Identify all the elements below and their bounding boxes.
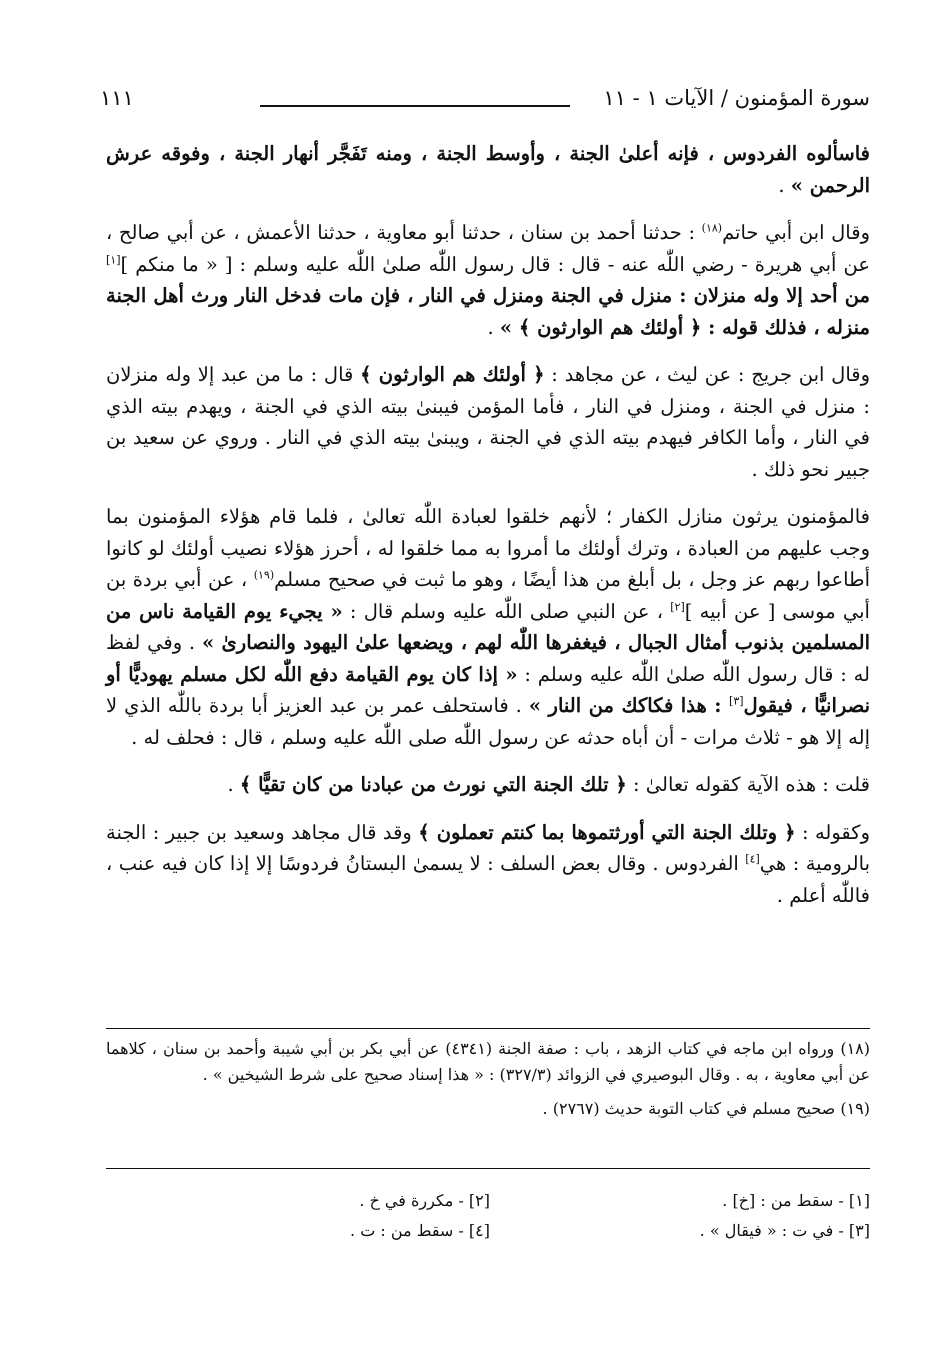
variants-divider — [106, 1168, 870, 1169]
page-number: ١١١ — [100, 86, 134, 110]
text-run: قلت : هذه الآية كقوله تعالىٰ : — [626, 773, 870, 796]
variant-note: [٢] - مكررة في خ . — [359, 1191, 490, 1210]
paragraph-5 — [106, 769, 870, 801]
variant-ref[interactable]: [١] — [106, 253, 121, 266]
text-run: وكقوله : — [795, 820, 870, 844]
text-run: فالمؤمنون يرثون منازل الكفار ؛ لأنهم خلقوا لعبادة اللّٰه تعالىٰ ، فلما قام هؤلاء المؤمنون بما وجب عليهم من العبادة ، وترك أولئك ما أمروا به مما خلقوا له ، أحرز هؤلاء نصيب أولئك لو كانوا أطاعوا ربهم عز وجل ، بل أبلغ من هذا أيضًا ، وهو ما ثبت في صحيح مسلم — [106, 505, 870, 591]
variant-ref[interactable]: [٣] — [729, 694, 744, 708]
footnote-ref[interactable]: (١٨) — [701, 221, 723, 235]
hadith-text: « إذا كان يوم القيامة دفع اللّٰه لكل مسلم يهوديًّا أو نصرانيًّا ، فيقول — [106, 662, 870, 717]
footnote-18: (١٨) ورواه ابن ماجه في كتاب الزهد ، باب : صفة الجنة (٤٣٤١) عن أبي بكر بن أبي شيبة وأحمد بن سنان ، كلاهما عن أبي معاوية ، به . وقال البوصيري في الزوائد (٣٢٧/٣) : « هذا إسناد صحيح على شرط الشيخين » . — [106, 1039, 870, 1084]
hadith-text: فاسألوه الفردوس ، فإنه أعلىٰ الجنة ، وأوسط الجنة ، ومنه تَفَجَّر أنهار الجنة ، وفوقه عرش الرحمن » — [106, 142, 870, 197]
text-run: . فاستحلف عمر بن عبد العزيز أبا بردة باللّٰه الذي لا إله إلا هو - ثلاث مرات - أن أباه حدثه عن رسول اللّٰه صلى اللّٰه عليه وسلم ، قال : فحلف له . — [106, 694, 870, 749]
text-run: الفردوس . وقال بعض السلف : لا يسمىٰ البستانُ فردوسًا إلا إذا كان فيه عنب ، فاللّٰه أعلم . — [106, 852, 870, 907]
footnote-19: (١٩) صحيح مسلم في كتاب التوبة حديث (٢٧٦٧) . — [542, 1099, 870, 1118]
hadith-text: من أحد إلا وله منزلان : منزل في الجنة ومنزل في النار ، فإن مات فدخل النار ورث أهل الجنة منزله ، فذلك قوله : ﴿ أولئك هم الوارثون ﴾ » — [106, 284, 870, 339]
variant-ref[interactable]: [٤] — [745, 852, 760, 866]
text-run: وقال ابن جريج : عن ليث ، عن مجاهد : — [544, 363, 870, 386]
footnote-divider — [106, 1028, 870, 1029]
paragraph-1 — [106, 138, 870, 201]
paragraph-4 — [106, 501, 870, 753]
text-run: وقال ابن أبي حاتم — [722, 221, 870, 244]
text-run: ، عن النبي صلى اللّٰه عليه وسلم قال : — [342, 599, 671, 623]
header-rule — [260, 105, 570, 107]
manuscript-variants — [106, 1186, 870, 1246]
paragraph-2 — [106, 217, 870, 343]
running-title: سورة المؤمنون / الآيات ١ - ١١ — [603, 86, 870, 110]
text-run: . — [227, 773, 240, 796]
text-run: : حدثنا أحمد بن سنان ، حدثنا أبو معاوية ، حدثنا الأعمش ، عن أبي صالح ، عن أبي هريرة - رضي اللّٰه عنه - قال : قال رسول اللّٰه صلىٰ اللّٰه عليه وسلم : [ « ما منكم ] — [106, 221, 870, 276]
variant-ref[interactable]: [٢] — [670, 600, 685, 613]
variant-note: [١] - سقط من : [خ] . — [722, 1191, 870, 1210]
hadith-text: : هذا فكاكك من النار » — [528, 694, 730, 717]
text-run: . — [778, 173, 791, 197]
text-run: . وفي لفظ له : قال رسول اللّٰه صلىٰ اللّٰه عليه وسلم : — [106, 631, 870, 686]
main-text — [106, 138, 870, 927]
page-header — [100, 86, 870, 120]
footnotes — [106, 1036, 870, 1130]
variant-note: [٤] - سقط من : ت . — [350, 1221, 490, 1240]
hadith-text: « يجيء يوم القيامة ناس من المسلمين بذنوب أمثال الجبال ، فيغفرها اللّٰه لهم ، ويضعها علىٰ اليهود والنصارىٰ » — [106, 599, 870, 654]
footnote-ref[interactable]: (١٩) — [253, 568, 275, 582]
paragraph-3 — [106, 359, 870, 485]
quran-quote: ﴿ أولئك هم الوارثون ﴾ — [360, 363, 545, 386]
variant-note: [٣] - في ت : « فيقال » . — [699, 1221, 870, 1240]
variants-row — [106, 1216, 870, 1246]
text-run: قال : ما من عبد إلا وله منزلان : منزل في الجنة ، ومنزل في النار ، فأما المؤمن فيبنىٰ بيته الذي في الجنة ، ويهدم بيته الذي في النار ، وأما الكافر فيهدم بيته الذي في الجنة ، ويبنىٰ بيته الذي في النار . وروي عن سعيد بن جبير نحو ذلك . — [106, 363, 870, 481]
quran-quote: ﴿ وتلك الجنة التي أورثتموها بما كنتم تعملون ﴾ — [418, 820, 796, 844]
variants-row — [106, 1186, 870, 1216]
text-run: وقد قال مجاهد وسعيد بن جبير : الجنة بالرومية : هي — [106, 820, 870, 875]
paragraph-6 — [106, 817, 870, 912]
text-run: ، عن أبي بردة بن أبي موسى [ عن أبيه ] — [106, 568, 870, 623]
text-run: . — [487, 315, 500, 339]
quran-quote: ﴿ تلك الجنة التي نورث من عبادنا من كان تقيًّا ﴾ — [239, 773, 627, 796]
